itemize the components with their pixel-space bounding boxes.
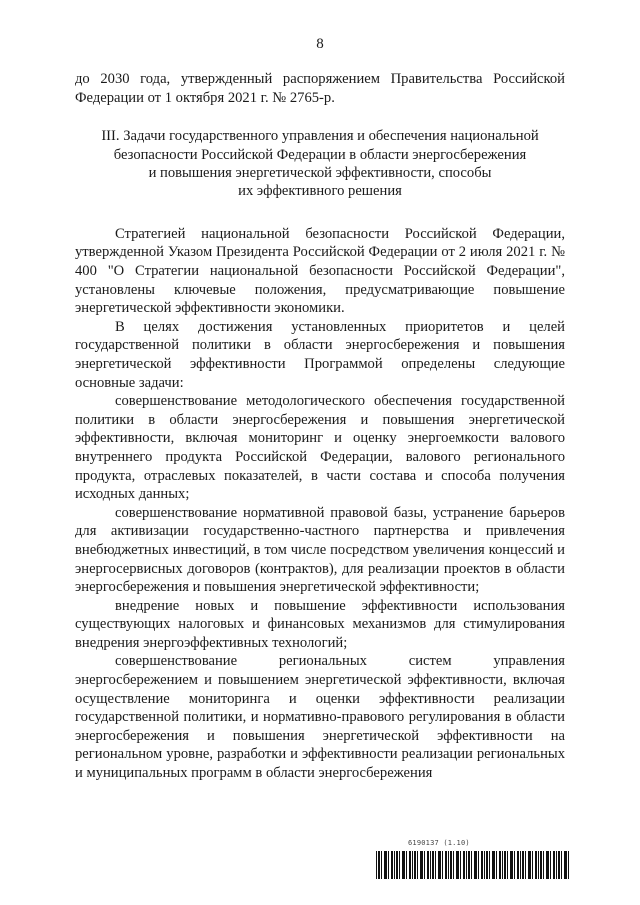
task-methodology: совершенствование методологического обеспечения государственной политики в области энергосбережения и повышения энергетической эффективности, включая мониторинг и оценку энергоемкости валового внутреннего продукта Российской Федерации, валового регионального продукта, отраслевых показателей, в части состава и способа получения исходных данных;: [75, 393, 565, 503]
heading-line: и повышения энергетической эффективности, способы: [148, 165, 492, 181]
heading-line: их эффективного решения: [238, 183, 402, 200]
continuation-text: до 2030 года, утвержденный распоряжением Правительства Российской Федерации от 1 октября 2021 г. № 2765-р.: [75, 71, 565, 106]
task-tax-mechanisms: внедрение новых и повышение эффективности использования существующих налоговых и финансовых механизмов для стимулирования внедрения энергоэффективных технологий;: [75, 597, 565, 651]
barcode: [376, 851, 570, 879]
barcode-caption: 6190137 (1.10): [408, 839, 470, 847]
page-number: 8: [316, 36, 324, 52]
document-body: [75, 70, 565, 783]
paragraph-goals: В целях достижения установленных приоритетов и целей государственной политики в области энергосбережения и повышения энергетической эффективности Программой определены следующие основные задачи:: [75, 318, 565, 391]
heading-line: III. Задачи государственного управления и обеспечения национальной: [101, 128, 539, 145]
task-regulatory-base: совершенствование нормативной правовой базы, устранение барьеров для активизации государственно-частного партнерства и привлечения внебюджетных инвестиций, в том числе посредством увеличения концессий и энергосервисных договоров (контрактов), для реализации проектов в области энергосбережения и повышения энергетической эффективности;: [75, 504, 565, 596]
task-regional-systems: совершенствование региональных систем управления энергосбережением и повышением энергетической эффективности, включая осуществление мониторинга и оценки эффективности реализации государственной политики, и нормативно-правового регулирования в области энергосбережения и повышения энергетической эффективности на региональном уровне, разработки и эффективности реализации региональных и муниципальных программ в области энергосбережения: [75, 653, 565, 782]
paragraph-strategy: Стратегией национальной безопасности Российской Федерации, утвержденной Указом Президента Российской Федерации от 2 июля 2021 г. № 400 "О Стратегии национальной безопасности Российской Федерации", установлены ключевые положения, предусматривающие повышение энергетической эффективности экономики.: [75, 225, 565, 317]
heading-line: безопасности Российской Федерации в области энергосбережения: [113, 146, 527, 163]
section-heading: [75, 127, 565, 201]
